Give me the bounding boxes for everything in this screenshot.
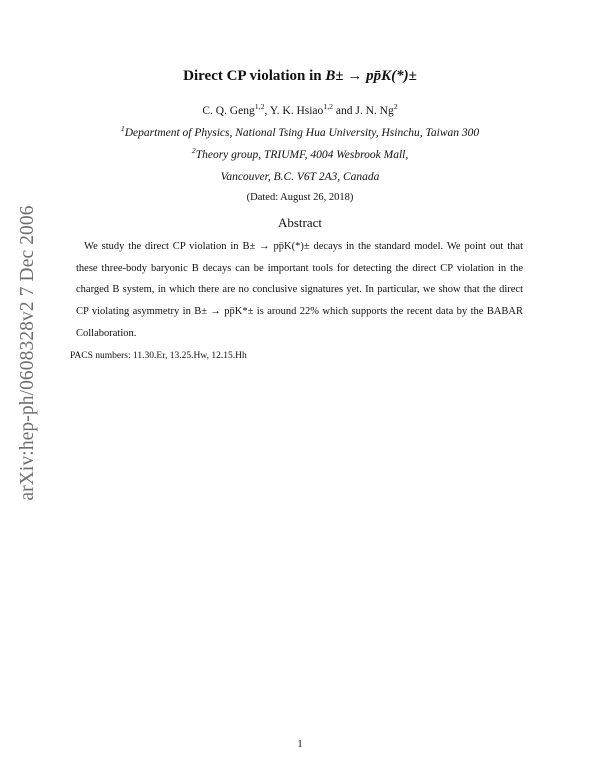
author-name: C. Q. Geng	[202, 105, 255, 117]
title-math: B± → pp̄K(*)±	[325, 68, 417, 84]
affiliation-text: Department of Physics, National Tsing Hua University, Hsinchu, Taiwan 300	[124, 127, 480, 139]
arxiv-identifier: arXiv:hep-ph/0608328v2 7 Dec 2006	[17, 205, 38, 501]
affiliation-2	[0, 146, 600, 161]
title-prefix: Direct CP violation in	[183, 68, 326, 84]
pacs-numbers: PACS numbers: 11.30.Er, 13.25.Hw, 12.15.Hh	[70, 351, 247, 361]
arxiv-sidebar	[8, 203, 48, 503]
author-affiliation-mark: 2	[393, 102, 398, 112]
author-list: C. Q. Geng$^{1,2}$, Y. K. Hsiao$^{1,2}$ and J. N. Ng$^2$	[202, 102, 398, 117]
affiliation-2-continued	[0, 171, 600, 183]
author-affiliation-mark: 1,2	[323, 102, 334, 112]
affiliation-1	[0, 124, 600, 139]
affiliation-number: 2	[191, 146, 196, 156]
affiliation-number: 1	[120, 124, 125, 134]
author-name: Y. K. Hsiao	[269, 105, 324, 117]
abstract-body: We study the direct CP violation in B± → pp̄K(*)± decays in the standard model. We point out that these three-body baryonic B decays can be important tools for detecting the direct CP violation in the charged B system, in which there are no conclusive signatures yet. In particular, we show that the direct CP violating asymmetry in B± → pp̄K*± is around 22% which supports the recent data by the BABAR Collaboration.	[76, 241, 523, 339]
affiliation-text: Theory group, TRIUMF, 4004 Wesbrook Mall,	[195, 149, 409, 161]
dated-line: (Dated: August 26, 2018)	[246, 192, 354, 203]
affiliation-text: Vancouver, B.C. V6T 2A3, Canada	[220, 171, 380, 183]
abstract-heading: Abstract	[277, 215, 323, 230]
author-name: J. N. Ng	[355, 105, 394, 117]
page-number: 1	[297, 738, 303, 750]
author-affiliation-mark: 1,2	[254, 102, 265, 112]
paper-title	[0, 68, 600, 85]
